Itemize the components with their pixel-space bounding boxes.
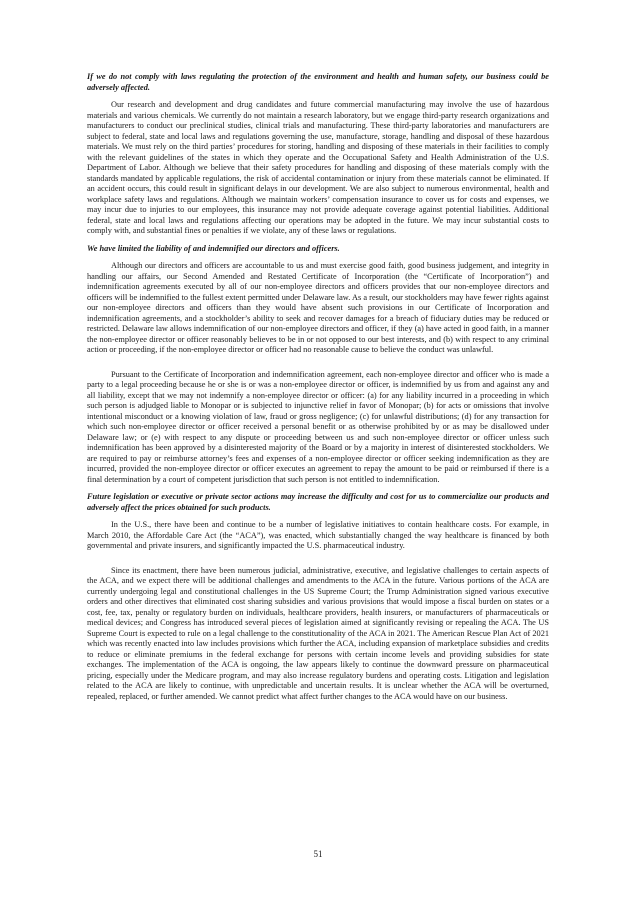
body-paragraph: Pursuant to the Certificate of Incorporation and indemnification agreement, each non-employee director and officer who is made a party to a legal proceeding because he or she is or was a non-employee director or officer, is indemnified by us from and against any and all liability, except that we may not indemnify a non-employee director or officer: (a) for any liability incurred in a proceeding in which such person is adjudged liable to Monopar or is subjected to injunctive relief in favor of Monopar; (b) for acts or omissions that involve intentional misconduct or a knowing violation of law, fraud or gross negligence; (c) for unlawful distributions; (d) for any transaction for which such non-employee director or officer received a personal benefit or as otherwise prohibited by or as may be disallowed under Delaware law; or (e) with respect to any dispute or proceeding between us and such non-employee director or officer unless such indemnification has been approved by a disinterested majority of the Board or by a majority in interest of disinterested stockholders. We are required to pay or reimburse attorney’s fees and expenses of a non-employee director or officer seeking indemnification as they are incurred, provided the non-employee director or officer executes an agreement to repay the amount to be paid or reimbursed if there is a final determination by a court of competent jurisdiction that such person is not entitled to indemnification.	[87, 369, 549, 484]
body-paragraph: In the U.S., there have been and continue to be a number of legislative initiatives to contain healthcare costs. For example, in March 2010, the Affordable Care Act (the “ACA”), was enacted, which substantially changed the way healthcare is financed by both governmental and private insurers, and significantly impacted the U.S. pharmaceutical industry.	[87, 520, 549, 550]
page-number: 51	[313, 849, 323, 859]
section-heading: Future legislation or executive or private sector actions may increase the difficulty and cost for us to commercialize our products and adversely affect the prices obtained for such products.	[87, 492, 549, 512]
section-heading: We have limited the liability of and indemnified our directors and officers.	[87, 243, 340, 253]
section-environmental-compliance	[87, 72, 549, 237]
body-paragraph: Since its enactment, there have been numerous judicial, administrative, executive, and legislative challenges to certain aspects of the ACA, and we expect there will be additional challenges and amendments to the ACA in the future. Various portions of the ACA are currently undergoing legal and constitutional challenges in the US Supreme Court; the Trump Administration signed various executive orders and other directives that eliminated cost sharing subsidies and various provisions that would impose a fiscal burden on states or a cost, fee, tax, penalty or regulatory burden on individuals, healthcare providers, health insurers, or manufacturers of pharmaceuticals or medical devices; and Congress has introduced several pieces of legislation aimed at significantly revising or repealing the ACA. The US Supreme Court is expected to rule on a legal challenge to the constitutionality of the ACA in 2021. The American Rescue Plan Act of 2021 which was recently enacted into law includes provisions which further the ACA, including expansion of marketplace subsidies and credits to reduce or eliminate premiums in the federal exchange for persons with certain income levels and providing subsidies for state exchanges. The implementation of the ACA is ongoing, the law appears likely to continue the downward pressure on pharmaceutical pricing, especially under the Medicare program, and may also increase regulatory burdens and operating costs. Litigation and legislation related to the ACA are likely to continue, with unpredictable and uncertain results. It is unclear whether the ACA will be overturned, repealed, replaced, or further amended. We cannot predict what affect further changes to the ACA would have on our business.	[87, 565, 549, 701]
body-paragraph: Although our directors and officers are accountable to us and must exercise good faith, good business judgement, and integrity in handling our affairs, our Second Amended and Restated Certificate of Incorporation (the “Certificate of Incorporation”) and indemnification agreements executed by all of our non-employee directors and officers provides that our non-employee directors and officers will be indemnified to the fullest extent permitted under Delaware law. As a result, our stockholders may have fewer rights against our non-employee directors and officers than they would have absent such provisions in our Certificate of Incorporation and indemnification agreements, and a stockholder’s ability to seek and recover damages for a breach of fiduciary duties may be reduced or restricted. Delaware law allows indemnification of our non-employee directors and officer, if they (a) have acted in good faith, in a manner the non-employee director or officer reasonably believes to be in or not opposed to our best interests, and (b) with respect to any criminal action or proceeding, if the non-employee director or officer had no reasonable cause to believe the conduct was unlawful.	[87, 261, 549, 354]
section-future-legislation	[87, 492, 549, 702]
section-heading: If we do not comply with laws regulating the protection of the environment and health and human safety, our business could be adversely affected.	[87, 72, 549, 92]
section-director-liability	[87, 244, 549, 486]
body-paragraph: Our research and development and drug candidates and future commercial manufacturing may involve the use of hazardous materials and various chemicals. We currently do not maintain a research laboratory, but we engage third-party research organizations and manufacturers to conduct our preclinical studies, clinical trials and manufacturing. These third-party laboratories and manufacturers are subject to federal, state and local laws and regulations governing the use, manufacture, storage, handling and disposal of these hazardous materials. We must rely on the third parties’ procedures for storing, handling and disposing of these materials in their facilities to comply with the relevant guidelines of the states in which they operate and the Occupational Safety and Health Administration of the U.S. Department of Labor. Although we believe that their safety procedures for handling and disposing of these materials comply with the standards mandated by applicable regulations, the risk of accidental contamination or injury from these materials cannot be eliminated. If an accident occurs, this could result in significant delays in our development. We are also subject to numerous environmental, health and workplace safety laws and regulations. Although we maintain workers’ compensation insurance to cover us for costs and expenses, we may incur due to injuries to our employees, this insurance may not provide adequate coverage against potential liabilities. Additional federal, state and local laws and regulations affecting our operations may be adopted in the future. We may incur substantial costs to comply with, and substantial fines or penalties if we violate, any of these laws or regulations.	[87, 100, 549, 235]
